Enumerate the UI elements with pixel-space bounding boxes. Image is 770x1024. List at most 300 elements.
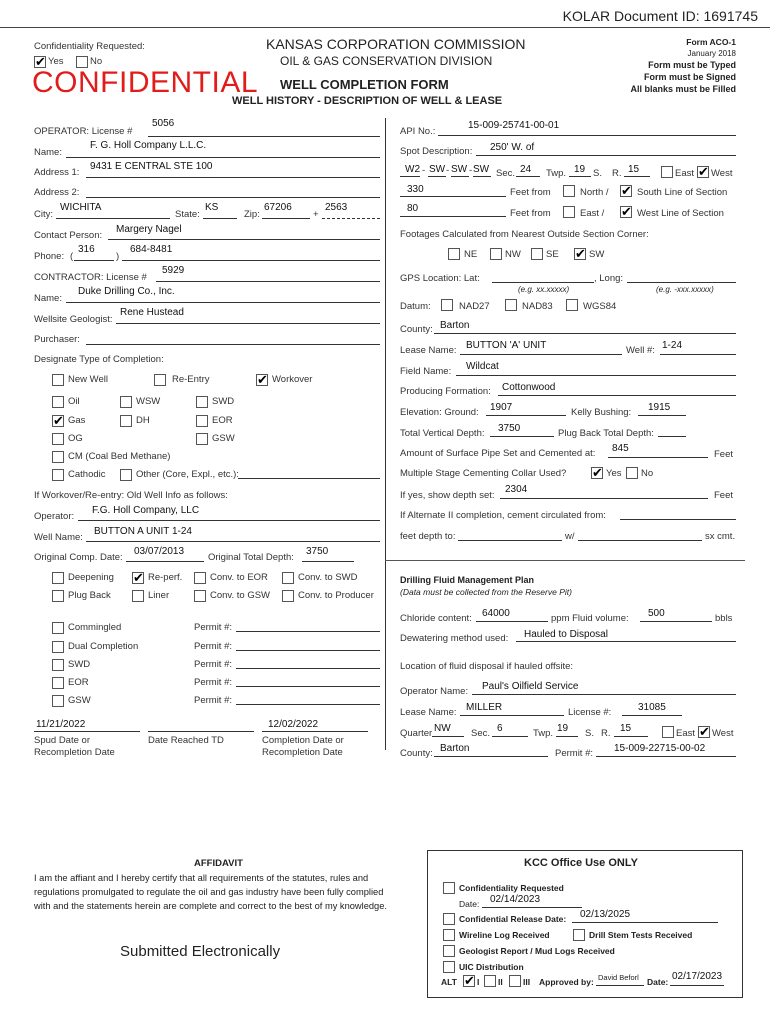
line — [569, 176, 591, 177]
zip4-value[interactable]: 2563 — [325, 202, 348, 213]
nad27-label: NAD27 — [459, 301, 490, 312]
alt-i-checkbox[interactable]: ✔ — [464, 973, 475, 988]
contact-value[interactable]: Margery Nagel — [116, 224, 182, 235]
well-number-value[interactable]: 1-24 — [662, 340, 683, 351]
wo-well-label: Well Name: — [34, 532, 83, 543]
api-label: API No.: — [400, 126, 436, 137]
line — [116, 323, 380, 324]
must-signed: Form must be Signed — [643, 72, 736, 82]
collar-no-label: No — [641, 468, 654, 479]
zip-value[interactable]: 67206 — [264, 202, 292, 213]
geologist-report-checkbox[interactable] — [443, 945, 455, 957]
footage-ns-value[interactable]: 330 — [407, 184, 424, 195]
spud-date-label-2: Recompletion Date — [34, 747, 115, 758]
eor2-label: EOR — [68, 677, 89, 688]
line — [608, 457, 708, 458]
orig-date-label: Original Comp. Date: — [34, 552, 123, 563]
disposal-operator-value[interactable]: Paul's Oilfield Service — [482, 681, 579, 692]
operator-license-label: OPERATOR: License # — [34, 126, 133, 137]
fluid-volume-value[interactable]: 500 — [648, 608, 665, 619]
form-date: January 2018 — [687, 49, 736, 58]
line — [492, 736, 528, 737]
dual-permit-field[interactable] — [236, 650, 380, 651]
spud-date-value[interactable]: 11/21/2022 — [36, 719, 86, 730]
nad27-checkbox[interactable] — [441, 299, 453, 311]
gps-long-label: , Long: — [594, 273, 624, 284]
sw-checkbox[interactable]: ✔ — [575, 246, 586, 261]
line — [638, 415, 686, 416]
wgs84-label: WGS84 — [583, 301, 617, 312]
line — [78, 520, 380, 521]
alt-ii-field[interactable] — [620, 519, 736, 520]
lat-hint: (e.g. xx.xxxxx) — [518, 285, 570, 294]
eor2-checkbox[interactable] — [52, 677, 64, 689]
line — [148, 136, 380, 137]
submitted-electronically: Submitted Electronically — [120, 943, 281, 960]
depth-set-value[interactable]: 2304 — [505, 484, 528, 495]
west-line-label: West Line of Section — [637, 208, 724, 219]
lease-label: Lease Name: — [400, 345, 457, 356]
range-label: R. — [612, 168, 622, 179]
workover-checkbox[interactable]: ✔ — [257, 372, 268, 387]
quarter-1[interactable]: W2 — [405, 164, 420, 175]
north-checkbox[interactable] — [563, 185, 575, 197]
line — [86, 541, 380, 542]
collar-label: Multiple Stage Cementing Collar Used? — [400, 468, 567, 479]
reperf-label: Re-perf. — [148, 572, 183, 583]
line — [516, 641, 736, 642]
line — [640, 621, 712, 622]
line — [400, 216, 506, 217]
chloride-value[interactable]: 64000 — [482, 608, 510, 619]
orig-date-value[interactable]: 03/07/2013 — [134, 546, 185, 557]
west-line-checkbox[interactable]: ✔ — [621, 204, 632, 219]
twp-label: Twp. — [546, 168, 567, 179]
deepening-checkbox[interactable] — [52, 572, 64, 584]
disposal-lease-label: Lease Name: — [400, 707, 457, 718]
footage-ew-value[interactable]: 80 — [407, 203, 419, 214]
disposal-county-value[interactable]: Barton — [440, 743, 470, 754]
datum-label: Datum: — [400, 301, 431, 312]
approved-by-value[interactable]: David Beforl — [598, 973, 639, 982]
quarter-3[interactable]: SW — [451, 164, 468, 175]
permit-label: Permit #: — [194, 677, 233, 688]
dst-checkbox[interactable] — [573, 929, 585, 941]
alt-ii-label: If Alternate II completion, cement circulated from: — [400, 510, 606, 521]
quarter-sep-2: - — [446, 165, 450, 176]
completion-date-label: Completion Date or — [262, 735, 344, 746]
feet-label: Feet — [714, 449, 734, 460]
collar-yes-checkbox[interactable]: ✔ — [592, 465, 603, 480]
address1-label: Address 1: — [34, 167, 80, 178]
line — [460, 354, 622, 355]
range-value[interactable]: 15 — [628, 164, 640, 175]
disposal-operator-label: Operator Name: — [400, 686, 469, 697]
tvd-value[interactable]: 3750 — [498, 423, 521, 434]
commingled-label: Commingled — [68, 622, 122, 633]
quarter-2[interactable]: SW — [429, 164, 446, 175]
conv-eor-label: Conv. to EOR — [210, 572, 268, 583]
conv-producer-checkbox[interactable] — [282, 590, 294, 602]
td-date-label: Date Reached TD — [148, 735, 224, 746]
quarter-sep-3: - — [469, 165, 473, 176]
conv-gsw-checkbox[interactable] — [194, 590, 206, 602]
line — [428, 176, 446, 177]
permit-label: Permit #: — [194, 659, 233, 670]
alt-ii-checkbox[interactable] — [484, 975, 496, 987]
affidavit-title: AFFIDAVIT — [194, 858, 243, 869]
zip-plus: + — [313, 209, 319, 220]
wo-operator-value[interactable]: F.G. Holl Company, LLC — [92, 505, 200, 516]
line — [556, 736, 578, 737]
line — [148, 731, 254, 732]
line — [126, 561, 204, 562]
collar-yes-label: Yes — [606, 468, 622, 479]
wsw-label: WSW — [136, 396, 161, 407]
operator-name-value[interactable]: F. G. Holl Company L.L.C. — [90, 140, 207, 151]
line — [596, 756, 736, 757]
approved-date-label: Date: — [647, 977, 669, 987]
dewatering-value[interactable]: Hauled to Disposal — [524, 629, 608, 640]
quarter-4[interactable]: SW — [473, 164, 490, 175]
bbls-label: bbls — [715, 613, 733, 624]
kelly-bushing-value[interactable]: 1915 — [648, 402, 671, 413]
east-checkbox[interactable] — [661, 166, 673, 178]
north-label: North / — [580, 187, 609, 198]
alt-iii-checkbox[interactable] — [509, 975, 521, 987]
api-value[interactable]: 15-009-25741-00-01 — [468, 120, 560, 131]
disposal-permit-label: Permit #: — [555, 748, 594, 759]
contractor-name-value[interactable]: Duke Drilling Co., Inc. — [78, 286, 175, 297]
collar-no-checkbox[interactable] — [626, 467, 638, 479]
sec-label: Sec. — [496, 168, 516, 179]
line — [596, 985, 644, 986]
wireline-checkbox[interactable] — [443, 929, 455, 941]
south-checkbox[interactable]: ✔ — [621, 183, 632, 198]
surface-pipe-value[interactable]: 845 — [612, 443, 629, 454]
disposal-s-label: S. — [585, 728, 594, 739]
wireline-label: Wireline Log Received — [459, 930, 550, 940]
disposal-lease-value[interactable]: MILLER — [466, 702, 503, 713]
state-label: State: — [175, 209, 200, 220]
east-line-checkbox[interactable] — [563, 206, 575, 218]
disposal-permit-value[interactable]: 15-009-22715-00-02 — [614, 743, 706, 754]
west-checkbox[interactable]: ✔ — [698, 164, 709, 179]
phone-area-value[interactable]: 316 — [78, 244, 95, 255]
disposal-twp-label: Twp. — [533, 728, 554, 739]
cathodic-checkbox[interactable] — [52, 469, 64, 481]
gps-lat-label: GPS Location: Lat: — [400, 273, 480, 284]
column-divider — [385, 118, 386, 750]
gps-lat-field[interactable] — [492, 282, 594, 283]
line — [660, 354, 736, 355]
swd2-label: SWD — [68, 659, 91, 670]
plugback-checkbox[interactable] — [52, 590, 64, 602]
field-name-value[interactable]: Wildcat — [466, 361, 499, 372]
gsw2-checkbox[interactable] — [52, 695, 64, 707]
dfmp-subtitle: (Data must be collected from the Reserve Pit) — [400, 587, 572, 597]
kcc-release-checkbox[interactable] — [443, 913, 455, 925]
disposal-r-value[interactable]: 15 — [620, 723, 632, 734]
liner-checkbox[interactable] — [132, 590, 144, 602]
line — [472, 694, 736, 695]
feet-depth-field[interactable] — [458, 540, 562, 541]
county-label: County: — [400, 324, 433, 335]
designate-label: Designate Type of Completion: — [34, 354, 164, 365]
quarter-sep-1: - — [422, 165, 426, 176]
approved-by-label: Approved by: — [539, 977, 594, 987]
header-rule — [0, 27, 770, 28]
purchaser-label: Purchaser: — [34, 334, 80, 345]
wsw-checkbox[interactable] — [120, 396, 132, 408]
address2-field[interactable] — [86, 197, 380, 198]
gsw-label: GSW — [212, 433, 235, 444]
line — [624, 176, 650, 177]
disposal-west-checkbox[interactable]: ✔ — [699, 724, 710, 739]
contractor-name-label: Name: — [34, 293, 62, 304]
contractor-license-value[interactable]: 5929 — [162, 265, 185, 276]
line — [456, 375, 736, 376]
wgs84-checkbox[interactable] — [566, 299, 578, 311]
address1-value[interactable]: 9431 E CENTRAL STE 100 — [90, 161, 213, 172]
line — [400, 196, 506, 197]
gsw2-label: GSW — [68, 695, 91, 706]
commingled-checkbox[interactable] — [52, 622, 64, 634]
approved-date-value[interactable]: 02/17/2023 — [672, 971, 723, 982]
disposal-east-checkbox[interactable] — [662, 726, 674, 738]
formation-value[interactable]: Cottonwood — [502, 382, 556, 393]
line — [432, 736, 464, 737]
line — [86, 177, 380, 178]
conv-eor-checkbox[interactable] — [194, 572, 206, 584]
dual-completion-checkbox[interactable] — [52, 641, 64, 653]
kcc-title: KANSAS CORPORATION COMMISSION — [266, 36, 526, 52]
dst-label: Drill Stem Tests Received — [589, 930, 693, 940]
swd-checkbox[interactable] — [196, 396, 208, 408]
line — [262, 218, 310, 219]
purchaser-field[interactable] — [86, 344, 380, 345]
line — [614, 736, 648, 737]
swd-permit-field[interactable] — [236, 668, 380, 669]
cm-checkbox[interactable] — [52, 451, 64, 463]
alt-label: ALT — [441, 977, 457, 987]
line — [486, 415, 566, 416]
conf-yes-checkbox[interactable]: ✔ — [35, 54, 46, 69]
gsw-checkbox[interactable] — [196, 433, 208, 445]
new-well-checkbox[interactable] — [52, 374, 64, 386]
west-label: West — [711, 168, 733, 179]
line — [451, 176, 469, 177]
line — [622, 715, 682, 716]
form-id: Form ACO-1 — [686, 37, 736, 47]
feet-label-2: Feet — [714, 490, 734, 501]
state-value[interactable]: KS — [205, 202, 219, 213]
ne-label: NE — [464, 249, 478, 260]
feet-from-label-2: Feet from — [510, 208, 551, 219]
og-checkbox[interactable] — [52, 433, 64, 445]
contractor-license-label: CONTRACTOR: License # — [34, 272, 147, 283]
elevation-ground-value[interactable]: 1907 — [490, 402, 513, 413]
reperf-checkbox[interactable]: ✔ — [133, 570, 144, 585]
geologist-value[interactable]: Rene Hustead — [120, 307, 184, 318]
phone-value[interactable]: 684-8481 — [130, 244, 173, 255]
disposal-quarter-label: Quarter — [400, 728, 433, 739]
orig-depth-label: Original Total Depth: — [208, 552, 294, 563]
confidentiality-label: Confidentiality Requested: — [34, 41, 145, 52]
city-value[interactable]: WICHITA — [60, 202, 102, 213]
gps-long-field[interactable] — [627, 282, 736, 283]
well-number-label: Well #: — [626, 345, 655, 356]
chloride-label: Chloride content: — [400, 613, 472, 624]
phone-paren-close: ) — [116, 251, 120, 262]
line — [438, 135, 736, 136]
form-title: WELL COMPLETION FORM — [280, 77, 449, 92]
se-checkbox[interactable] — [531, 248, 543, 260]
kcc-release-value[interactable]: 02/13/2025 — [580, 909, 631, 920]
workover-label: Workover — [272, 374, 313, 385]
footages-label: Footages Calculated from Nearest Outside Section Corner: — [400, 229, 649, 240]
nad83-checkbox[interactable] — [505, 299, 517, 311]
document-id: KOLAR Document ID: 1691745 — [562, 8, 758, 24]
line — [434, 756, 548, 757]
conf-no-label: No — [90, 56, 103, 67]
ogcd-title: OIL & GAS CONSERVATION DIVISION — [280, 54, 493, 68]
other-label: Other (Core, Expl., etc.): — [136, 469, 239, 480]
other-checkbox[interactable] — [120, 469, 132, 481]
disposal-location-label: Location of fluid disposal if hauled offsite: — [400, 661, 574, 672]
sx-field[interactable] — [578, 540, 702, 541]
long-hint: (e.g. -xxx.xxxxx) — [656, 285, 714, 294]
zip-label: Zip: — [244, 209, 260, 220]
permit-label: Permit #: — [194, 622, 233, 633]
disposal-license-label: License #: — [568, 707, 612, 718]
workover-info-label: If Workover/Re-entry: Old Well Info as follows: — [34, 490, 228, 501]
reentry-checkbox[interactable] — [154, 374, 166, 386]
east-line-label: East / — [580, 208, 605, 219]
dfmp-title: Drilling Fluid Management Plan — [400, 575, 535, 585]
formation-label: Producing Formation: — [400, 386, 491, 397]
line — [203, 218, 237, 219]
other-field[interactable] — [238, 478, 380, 479]
lease-value[interactable]: BUTTON 'A' UNIT — [466, 340, 547, 351]
kcc-release-label: Confidential Release Date: — [459, 914, 567, 924]
disposal-r-label: R. — [601, 728, 611, 739]
uic-checkbox[interactable] — [443, 961, 455, 973]
alt-ii-label: II — [498, 977, 503, 987]
conv-producer-label: Conv. to Producer — [298, 590, 374, 601]
kcc-date-value[interactable]: 02/14/2023 — [490, 894, 541, 905]
wo-operator-label: Operator: — [34, 511, 75, 522]
disposal-quarter-value[interactable]: NW — [434, 723, 451, 734]
elevation-label: Elevation: Ground: — [400, 407, 479, 418]
line — [34, 731, 140, 732]
disposal-east-label: East — [676, 728, 696, 739]
line — [460, 715, 564, 716]
kcc-office-title: KCC Office Use ONLY — [524, 857, 638, 869]
line — [322, 218, 380, 219]
completion-date-value[interactable]: 12/02/2022 — [268, 719, 319, 730]
nw-checkbox[interactable] — [490, 248, 502, 260]
eor-permit-field[interactable] — [236, 686, 380, 687]
line — [400, 176, 420, 177]
twp-value[interactable]: 19 — [574, 164, 586, 175]
line — [572, 922, 718, 923]
dh-checkbox[interactable] — [120, 415, 132, 427]
liner-label: Liner — [148, 590, 170, 601]
swd-label: SWD — [212, 396, 235, 407]
phone-label: Phone: — [34, 251, 65, 262]
sec-value[interactable]: 24 — [520, 164, 532, 175]
fluid-volume-label: ppm Fluid volume: — [551, 613, 629, 624]
oil-label: Oil — [68, 396, 80, 407]
se-label: SE — [546, 249, 559, 260]
disposal-sec-label: Sec. — [471, 728, 491, 739]
ne-checkbox[interactable] — [448, 248, 460, 260]
pbtd-field[interactable] — [658, 436, 686, 437]
name-label: Name: — [34, 147, 62, 158]
line — [66, 302, 380, 303]
line — [56, 218, 170, 219]
wo-well-value[interactable]: BUTTON A UNIT 1-24 — [94, 526, 192, 537]
geologist-report-label: Geologist Report / Mud Logs Received — [459, 946, 615, 956]
disposal-sec-value[interactable]: 6 — [497, 723, 503, 734]
line — [670, 985, 724, 986]
county-value[interactable]: Barton — [440, 320, 470, 331]
sw-label: SW — [589, 249, 605, 260]
new-well-label: New Well — [68, 374, 108, 385]
orig-depth-value[interactable]: 3750 — [306, 546, 329, 557]
dewatering-label: Dewatering method used: — [400, 633, 509, 644]
commingled-permit-field[interactable] — [236, 631, 380, 632]
operator-license-value[interactable]: 5056 — [152, 118, 175, 129]
disposal-license-value[interactable]: 31085 — [638, 702, 666, 713]
plugback-label: Plug Back — [68, 590, 111, 601]
dual-completion-label: Dual Completion — [68, 641, 139, 652]
line — [482, 907, 582, 908]
conv-swd-checkbox[interactable] — [282, 572, 294, 584]
kcc-conf-requested-checkbox[interactable] — [443, 882, 455, 894]
nad83-label: NAD83 — [522, 301, 553, 312]
phone-paren-open: ( — [70, 251, 74, 262]
line — [476, 621, 548, 622]
line — [108, 239, 380, 240]
cathodic-label: Cathodic — [68, 469, 106, 480]
disposal-twp-value[interactable]: 19 — [557, 723, 569, 734]
must-filled: All blanks must be Filled — [630, 84, 736, 94]
oil-checkbox[interactable] — [52, 396, 64, 408]
deepening-label: Deepening — [68, 572, 114, 583]
cm-label: CM (Coal Bed Methane) — [68, 451, 171, 462]
gas-checkbox[interactable]: ✔ — [53, 413, 64, 428]
line — [434, 333, 736, 334]
dh-label: DH — [136, 415, 150, 426]
line — [490, 436, 554, 437]
line — [516, 176, 540, 177]
spot-value[interactable]: 250' W. of — [490, 142, 535, 153]
affidavit-line-1: I am the affiant and I hereby certify that all requirements of the statutes, rules and — [34, 873, 369, 883]
uic-label: UIC Distribution — [459, 962, 524, 972]
gsw-permit-field[interactable] — [236, 704, 380, 705]
disposal-west-label: West — [712, 728, 734, 739]
line — [498, 395, 736, 396]
eor-checkbox[interactable] — [196, 415, 208, 427]
feet-from-label: Feet from — [510, 187, 551, 198]
contact-label: Contact Person: — [34, 230, 103, 241]
line — [74, 260, 114, 261]
completion-date-label-2: Recompletion Date — [262, 747, 343, 758]
surface-pipe-label: Amount of Surface Pipe Set and Cemented at: — [400, 448, 596, 459]
swd2-checkbox[interactable] — [52, 659, 64, 671]
